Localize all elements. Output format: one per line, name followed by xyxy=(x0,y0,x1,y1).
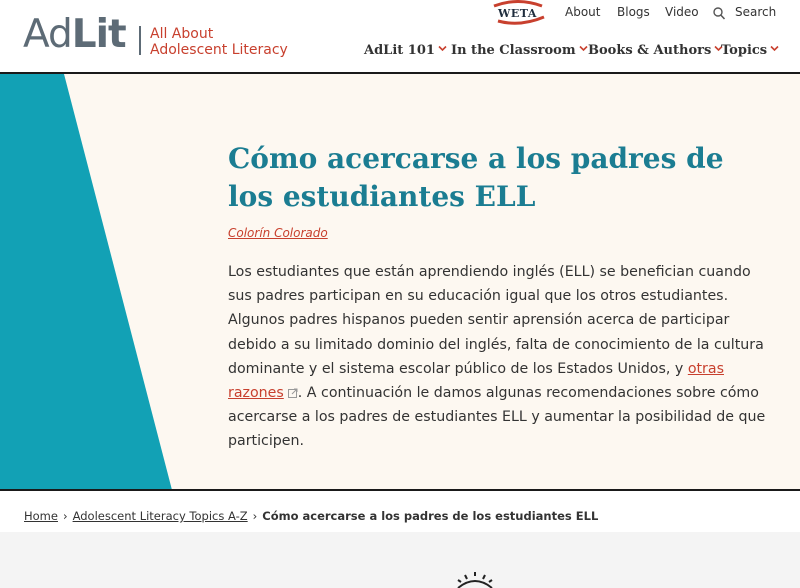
breadcrumb-section[interactable]: Adolescent Literacy Topics A-Z xyxy=(72,509,248,523)
tagline-line-2: Adolescent Literacy xyxy=(150,42,288,58)
blogs-link[interactable]: Blogs xyxy=(617,5,650,19)
intro-text: Los estudiantes que están aprendiendo inglés (ELL) se benefician cuando sus padres participan en su educación igual que los otros estudiantes. Algunos padres hispanos pueden sentir aprensión acerca de participar debido a su limitado dominio del inglés, falta de conocimiento de la cultura dominante y el sistema escolar público de los Estados Unidos, y xyxy=(228,264,764,377)
source-link[interactable]: Colorín Colorado xyxy=(228,226,328,240)
decorative-teal-shape xyxy=(0,74,172,490)
sun-rays-icon xyxy=(450,572,500,588)
nav-label: AdLit 101 xyxy=(364,43,435,58)
weta-logo[interactable] xyxy=(490,0,548,26)
nav-label: Topics xyxy=(721,43,768,58)
page-title: Cómo acercarse a los padres de los estudiantes ELL xyxy=(228,142,724,213)
article-intro xyxy=(228,260,768,454)
search-link[interactable]: Search xyxy=(735,5,777,19)
logo-ad: Ad xyxy=(23,12,72,57)
breadcrumb-separator-icon: › xyxy=(62,509,68,523)
logo-lit: Lit xyxy=(71,12,126,57)
breadcrumb xyxy=(24,509,598,523)
nav-label: Books & Authors xyxy=(588,43,712,58)
intro-text-end: . A continuación le damos algunas recomendaciones sobre cómo acercarse a los padres de estudiantes ELL y aumentar la posibilidad de que participen. xyxy=(228,385,766,450)
site-header xyxy=(0,0,800,74)
adlit-logo[interactable] xyxy=(23,10,126,60)
weta-logo-text: WETA xyxy=(498,7,537,20)
nav-in-the-classroom[interactable] xyxy=(451,43,588,58)
about-link[interactable]: About xyxy=(565,5,601,19)
video-link[interactable]: Video xyxy=(665,5,699,19)
breadcrumb-home[interactable]: Home xyxy=(24,509,58,523)
breadcrumb-separator-icon: › xyxy=(252,509,258,523)
external-link-icon xyxy=(288,388,298,398)
breadcrumb-current: Cómo acercarse a los padres de los estudiantes ELL xyxy=(262,509,599,523)
chevron-down-icon xyxy=(438,44,447,53)
link-text: otras razones xyxy=(228,360,724,402)
nav-adlit-101[interactable] xyxy=(364,43,447,58)
chevron-down-icon xyxy=(579,44,588,53)
nav-books-authors[interactable] xyxy=(588,43,723,58)
site-tagline xyxy=(150,26,288,58)
logo-divider xyxy=(139,26,141,55)
chevron-down-icon xyxy=(770,44,779,53)
content-start-band xyxy=(0,532,800,588)
search-icon[interactable] xyxy=(713,7,725,20)
tagline-line-1: All About xyxy=(150,26,214,42)
nav-topics[interactable] xyxy=(721,43,779,58)
nav-label: In the Classroom xyxy=(451,43,576,58)
divider xyxy=(0,489,800,491)
